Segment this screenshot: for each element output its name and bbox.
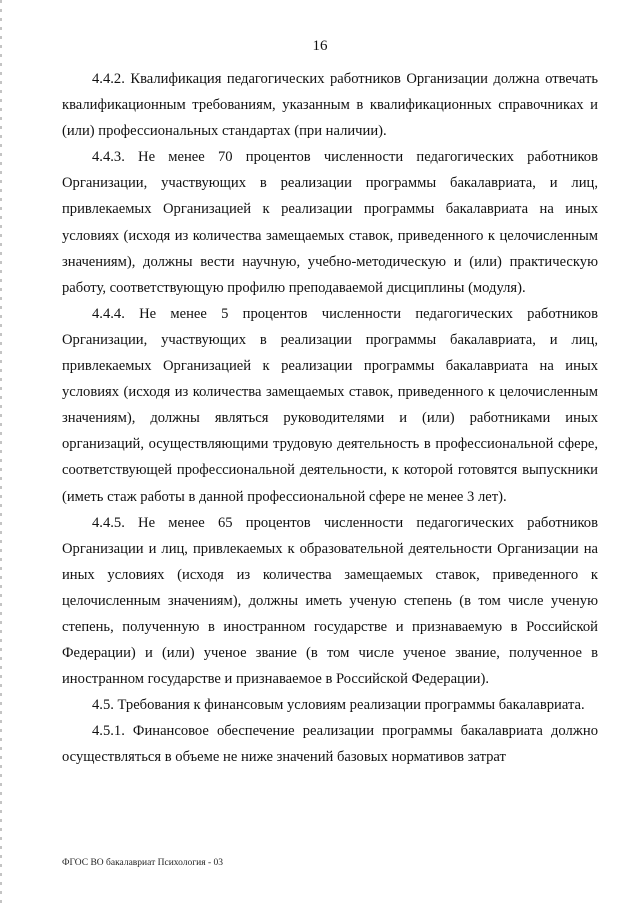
page-number: 16	[312, 38, 328, 54]
document-footer: ФГОС ВО бакалавриат Психология - 03	[62, 858, 224, 868]
paragraph-4-4-5: 4.4.5. Не менее 65 процентов численности педагогических работников Организации и лиц, привлекаемых к образовательной деятельности Организации на иных условиях (исходя из количества замещаемых ставок, приведенного к целочисленным значениям), должны иметь ученую степень (в том числе ученую степень, полученную в иностранном государстве и признаваемую в Российской Федерации) и (или) ученое звание (в том числе ученое звание, полученное в иностранном государстве и признаваемое в Российской Федерации).	[62, 514, 598, 688]
paragraph-4-5-1: 4.5.1. Финансовое обеспечение реализации программы бакалавриата должно осуществляться в объеме не ниже значений базовых нормативов затрат	[62, 723, 598, 766]
document-body	[62, 66, 598, 771]
paragraph-4-5: 4.5. Требования к финансовым условиям реализации программы бакалавриата.	[92, 697, 585, 714]
paragraph-4-4-3: 4.4.3. Не менее 70 процентов численности педагогических работников Организации, участвующих в реализации программы бакалавриата, и лиц, привлекаемых Организацией к реализации программы бакалавриата на иных условиях (исходя из количества замещаемых ставок, приведенного к целочисленным значениям), должны вести научную, учебно-методическую и (или) практическую работу, соответствующую профилю преподаваемой дисциплины (модуля).	[62, 149, 598, 296]
paragraph-4-4-4: 4.4.4. Не менее 5 процентов численности педагогических работников Организации, участвующих в реализации программы бакалавриата, и лиц, привлекаемых Организацией к реализации программы бакалавриата на иных условиях (исходя из количества замещаемых ставок, приведенного к целочисленным значениям), должны являться руководителями и (или) работниками иных организаций, осуществляющими трудовую деятельность в профессиональной сфере, соответствующей профессиональной деятельности, к которой готовятся выпускники (иметь стаж работы в данной профессиональной сфере не менее 3 лет).	[62, 305, 598, 505]
scan-edge-mark	[0, 0, 2, 905]
paragraph-4-4-2: 4.4.2. Квалификация педагогических работников Организации должна отвечать квалификационным требованиям, указанным в квалификационных справочниках и (или) профессиональных стандартах (при наличии).	[62, 71, 598, 140]
